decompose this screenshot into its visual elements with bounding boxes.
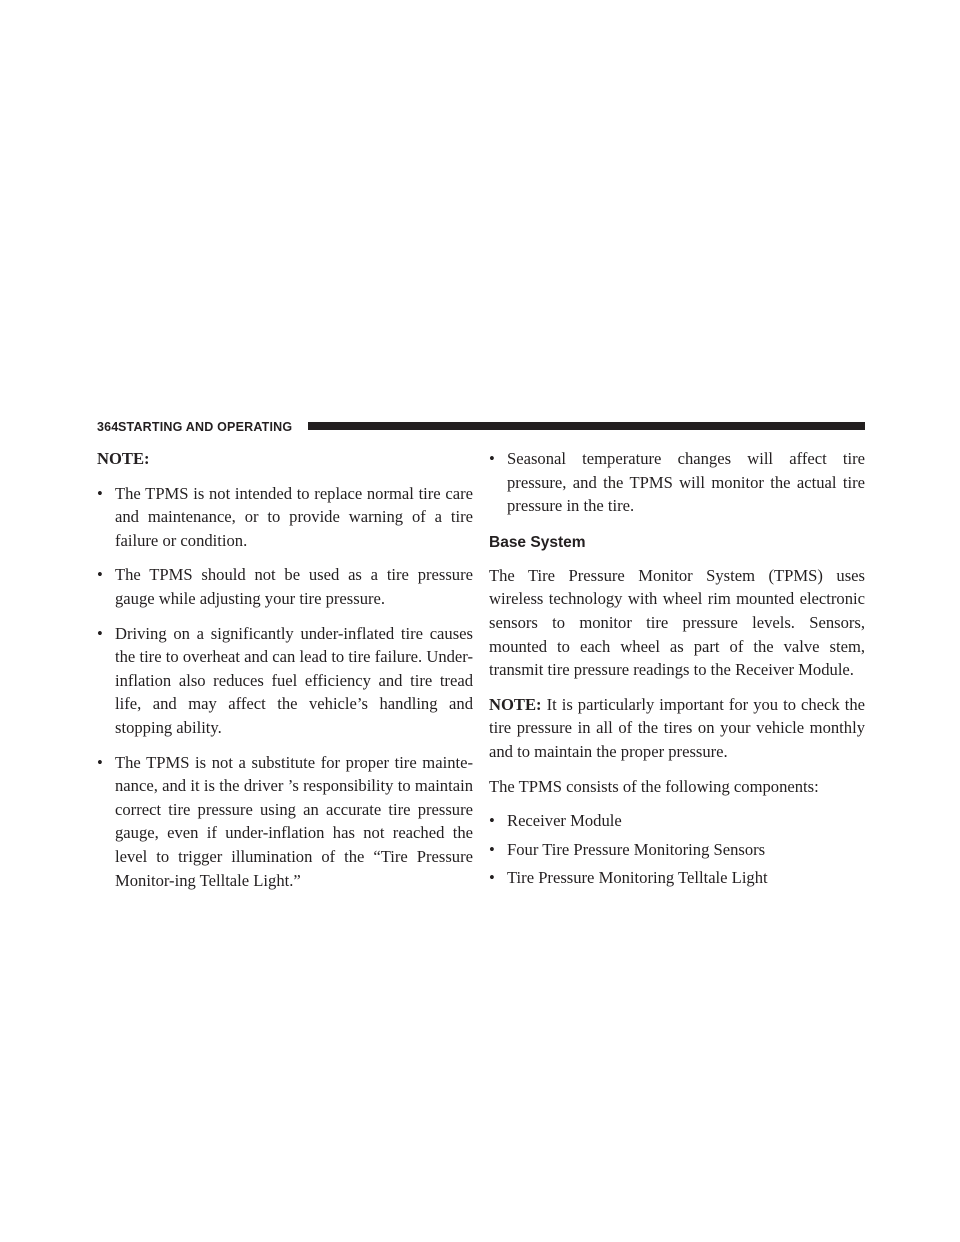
section-title: STARTING AND OPERATING — [118, 420, 293, 434]
note-label: NOTE: — [97, 449, 150, 468]
list-item — [489, 838, 865, 862]
bullet-icon: • — [489, 839, 495, 859]
list-item — [97, 622, 473, 740]
left-column — [97, 447, 473, 903]
page-header — [97, 419, 865, 435]
list-item — [489, 809, 865, 833]
list-item-text: Tire Pressure Monitoring Telltale Light — [507, 868, 768, 888]
list-item-text: The TPMS is not a substitute for proper tire mainte-nance, and it is the driver ’s responsibility to maintain correct tire pressure using an accurate tire pressure gauge, even if under-inflation has not reached the level to trigger illumination of the “Tire Pressure Monitor-ing Telltale Light.” — [115, 752, 473, 890]
right-column — [489, 447, 865, 895]
list-item — [97, 482, 473, 553]
bullet-icon: • — [489, 868, 495, 888]
bullet-icon: • — [97, 565, 103, 585]
header-rule — [308, 422, 865, 430]
bullet-icon: • — [489, 449, 495, 468]
list-item — [489, 866, 865, 890]
list-item-text: The TPMS is not intended to replace normal tire care and maintenance, or to provide warning of a tire failure or condition. — [115, 483, 473, 550]
list-item-text: The TPMS should not be used as a tire pressure gauge while adjusting your tire pressure. — [115, 565, 473, 608]
list-item-text: Receiver Module — [507, 811, 622, 831]
paragraph: The Tire Pressure Monitor System (TPMS) uses wireless technology with wheel rim mounted electronic sensors to monitor tire pressure levels. Sensors, mounted to each wheel as part of the valve stem, transmit tire pressure readings to the Receiver Module. — [489, 565, 865, 680]
bullet-icon: • — [489, 811, 495, 831]
section-heading: Base System — [489, 533, 586, 551]
note-text: It is particularly important for you to check the tire pressure in all of the tires on your vehicle monthly and to maintain the proper pressure. — [489, 694, 865, 761]
bullet-icon: • — [97, 752, 103, 772]
note-label: NOTE: — [489, 694, 542, 714]
page-number: 364 — [97, 420, 119, 434]
list-item-text: Seasonal temperature changes will affect tire pressure, and the TPMS will monitor the actual tire pressure in the tire. — [507, 449, 865, 516]
bullet-icon: • — [97, 623, 103, 643]
list-item-text: Driving on a significantly under-inflated tire causes the tire to overheat and can lead to tire failure. Under-inflation also reduces fuel efficiency and tire tread life, and may affect the vehicle’s handling and stopping ability. — [115, 623, 473, 737]
list-item-text: Four Tire Pressure Monitoring Sensors — [507, 839, 766, 859]
bullet-icon: • — [97, 483, 103, 503]
list-item — [97, 751, 473, 893]
list-item — [489, 447, 865, 518]
list-item — [97, 563, 473, 610]
note-paragraph — [489, 693, 865, 764]
paragraph: The TPMS consists of the following components: — [489, 776, 819, 796]
